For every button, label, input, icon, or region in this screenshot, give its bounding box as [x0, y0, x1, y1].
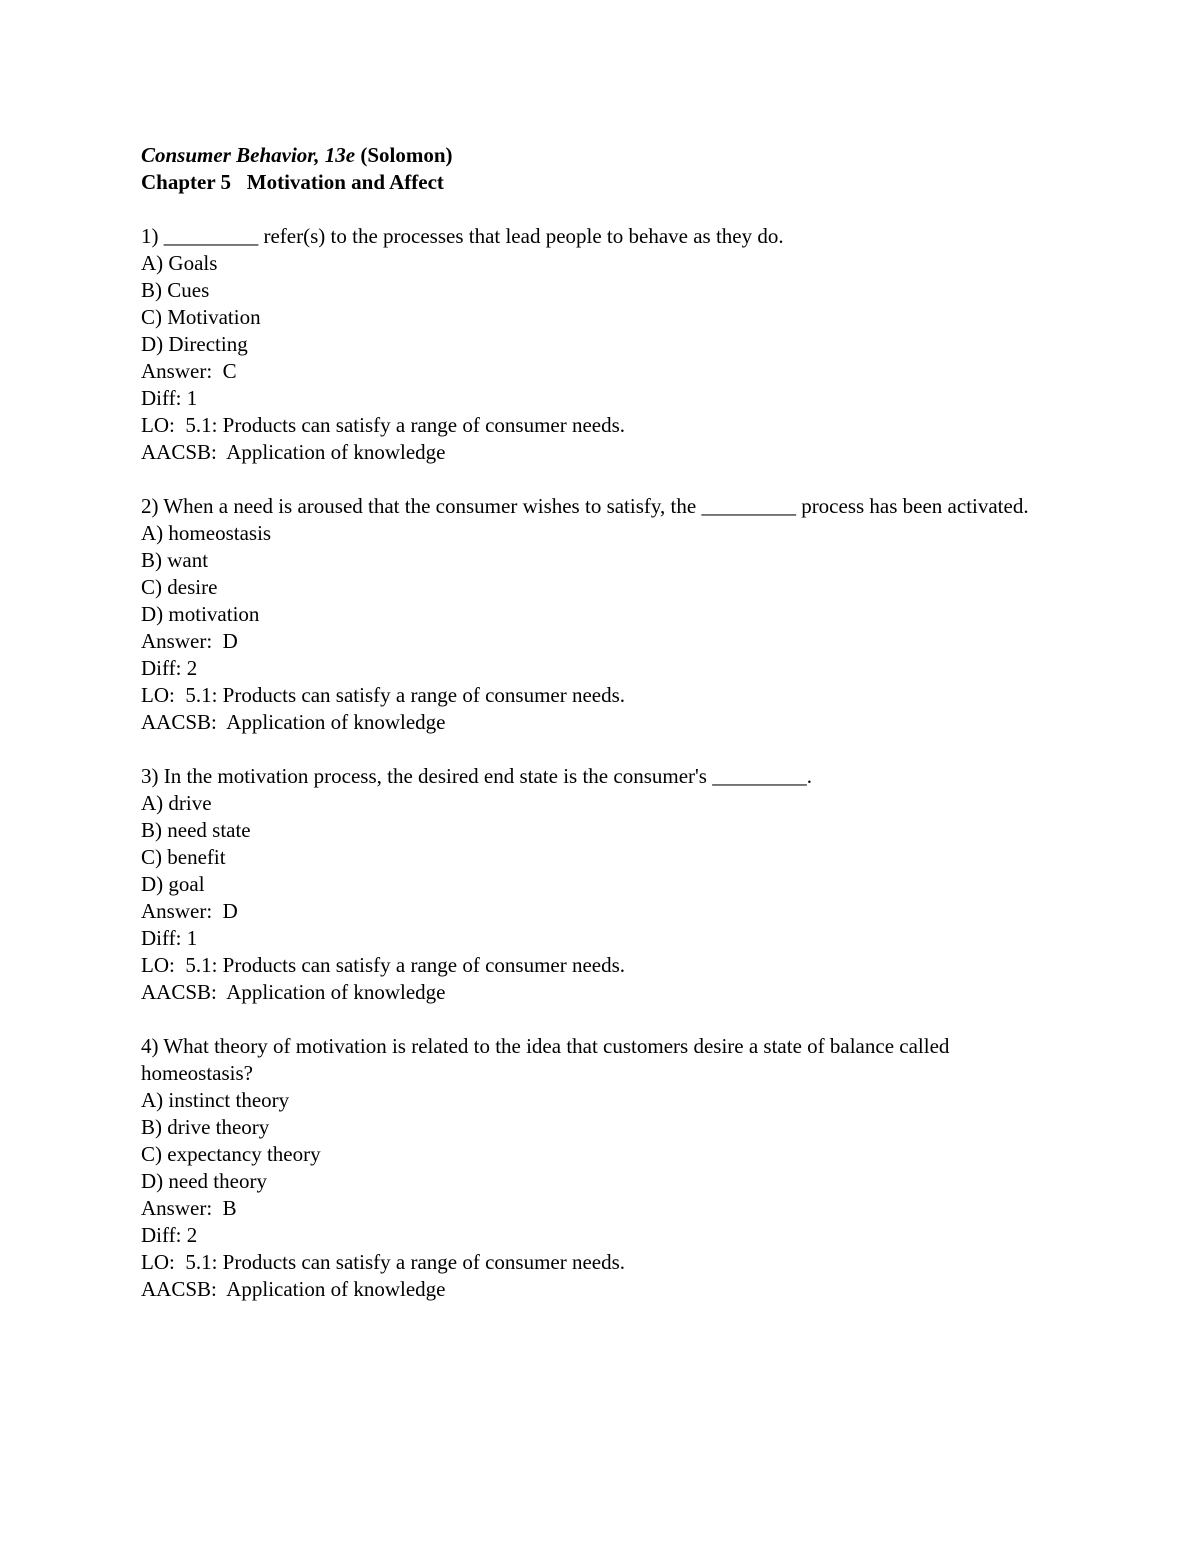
learning-objective: LO: 5.1: Products can satisfy a range of consumer needs.	[141, 1250, 626, 1274]
difficulty: Diff: 1	[141, 386, 198, 410]
answer: Answer: D	[141, 629, 238, 653]
book-title: Consumer Behavior, 13e	[141, 143, 356, 167]
learning-objective: LO: 5.1: Products can satisfy a range of consumer needs.	[141, 953, 626, 977]
answer: Answer: B	[141, 1196, 237, 1220]
difficulty: Diff: 2	[141, 1223, 198, 1247]
option-a: A) Goals	[141, 251, 218, 275]
difficulty: Diff: 2	[141, 656, 198, 680]
aacsb: AACSB: Application of knowledge	[141, 980, 446, 1004]
option-b: B) need state	[141, 818, 251, 842]
chapter-title: Chapter 5 Motivation and Affect	[141, 170, 444, 194]
question-4	[141, 1033, 1101, 1303]
aacsb: AACSB: Application of knowledge	[141, 710, 446, 734]
question-stem: 3) In the motivation process, the desired end state is the consumer's _________.	[141, 764, 812, 788]
option-c: C) expectancy theory	[141, 1142, 321, 1166]
option-a: A) instinct theory	[141, 1088, 290, 1112]
option-a: A) homeostasis	[141, 521, 272, 545]
question-2	[141, 493, 1101, 736]
header-spacer	[141, 196, 1101, 223]
difficulty: Diff: 1	[141, 926, 198, 950]
option-c: C) Motivation	[141, 305, 261, 329]
answer: Answer: C	[141, 359, 237, 383]
document-title	[141, 142, 1101, 169]
question-stem: 1) _________ refer(s) to the processes that lead people to behave as they do.	[141, 224, 784, 248]
option-b: B) drive theory	[141, 1115, 270, 1139]
option-d: D) need theory	[141, 1169, 267, 1193]
question-stem: 4) What theory of motivation is related to the idea that customers desire a state of balance called homeostasis?	[141, 1034, 955, 1085]
option-c: C) benefit	[141, 845, 226, 869]
learning-objective: LO: 5.1: Products can satisfy a range of consumer needs.	[141, 413, 626, 437]
aacsb: AACSB: Application of knowledge	[141, 1277, 446, 1301]
option-b: B) Cues	[141, 278, 210, 302]
aacsb: AACSB: Application of knowledge	[141, 440, 446, 464]
question-3	[141, 763, 1101, 1006]
document-page	[141, 142, 1101, 1330]
option-d: D) Directing	[141, 332, 248, 356]
learning-objective: LO: 5.1: Products can satisfy a range of consumer needs.	[141, 683, 626, 707]
question-1	[141, 223, 1101, 466]
option-a: A) drive	[141, 791, 212, 815]
option-d: D) goal	[141, 872, 205, 896]
option-d: D) motivation	[141, 602, 260, 626]
book-author: (Solomon)	[355, 143, 453, 167]
option-b: B) want	[141, 548, 209, 572]
option-c: C) desire	[141, 575, 218, 599]
answer: Answer: D	[141, 899, 238, 923]
question-stem: 2) When a need is aroused that the consumer wishes to satisfy, the _________ process has been activated.	[141, 494, 1029, 518]
